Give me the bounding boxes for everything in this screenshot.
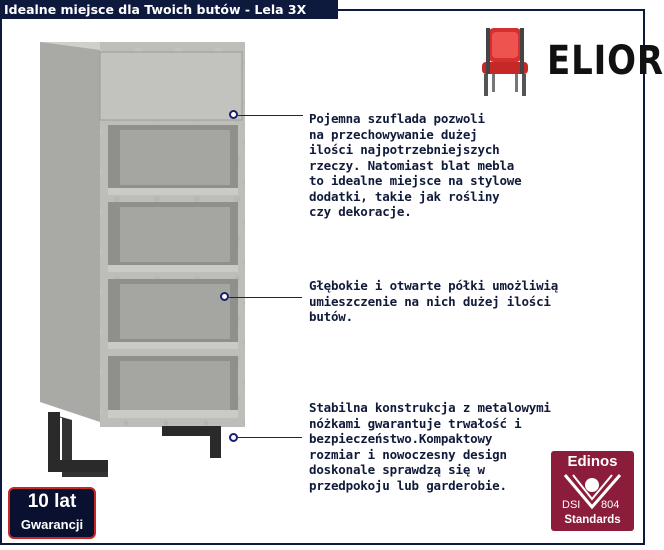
callout-line-legs [238,437,302,438]
frame-border-bottom [0,543,645,545]
certificate-number: 804 [601,499,620,511]
callout-text-legs: Stabilna konstrukcja z metalowymi nóżkami gwarantuje trwałość i bezpieczeństwo.Kompaktowy rozmiar i nowoczesny design doskonale sprawdzą się w przedpokoju lub garderobie. [309,400,551,493]
certificate-dsi: DSI [562,499,581,511]
certificate-title: Edinos [567,453,618,470]
callout-line-shelves [229,297,302,298]
edinos-certificate-badge [551,451,634,531]
callout-text-drawer: Pojemna szuflada pozwoli na przechowywanie dużej ilości najpotrzebniejszych rzeczy. Natomiast blat mebla to idealne miejsce na stylowe dodatki, takie jak rośliny czy dekoracje. [309,111,522,219]
frame-border-right [643,9,645,545]
warranty-years: 10 lat [27,491,77,512]
callout-line-drawer [238,115,303,116]
frame-border-left [0,19,2,545]
callout-text-shelves: Głębokie i otwarte półki umożliwią umieszczenie na nich dużej ilości butów. [309,278,559,324]
brand-logo-text: ELIOR [547,38,664,84]
chair-icon [470,24,540,102]
warranty-label: Gwarancji [20,517,84,532]
frame-border-top [338,9,645,11]
shoe-cabinet-image [30,30,260,485]
callout-marker-shelves [220,292,229,301]
certificate-subtitle: Standards [564,514,621,526]
warranty-badge [8,487,96,539]
callout-marker-legs [229,433,238,442]
callout-marker-drawer [229,110,238,119]
page-title: Idealne miejsce dla Twoich butów - Lela 3X [0,0,338,19]
